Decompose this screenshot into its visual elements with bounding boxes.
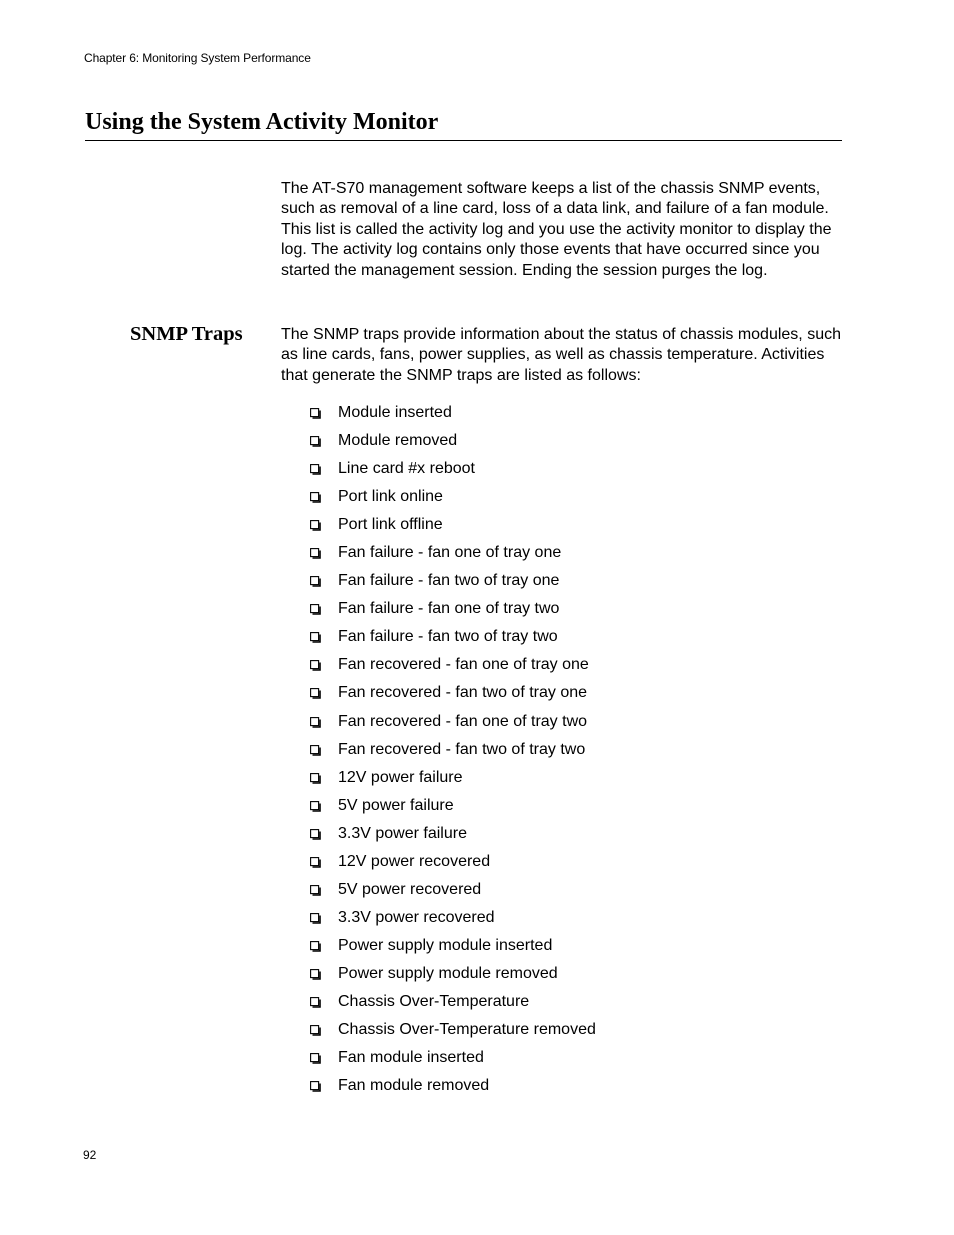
open-square-bullet-icon [310,576,321,587]
list-item-label: 3.3V power recovered [338,908,495,926]
open-square-bullet-icon [310,604,321,615]
list-item-label: Chassis Over-Temperature removed [338,1021,596,1039]
intro-paragraph: The AT-S70 management software keeps a list of the chassis SNMP events, such as removal of a line card, loss of a data link, and failure of a fan module. This list is called the activity log and you use the activity monitor to display the log. The activity log contains only those events that have occurred since you started the management session. Ending the session purges the log. [281,180,832,279]
list-item-label: Module removed [338,432,458,450]
snmp-traps-paragraph: The SNMP traps provide information about the status of chassis modules, such as line cards, fans, power supplies, as well as chassis temperature. Activities that generate the SNMP traps are listed as follows: [281,326,841,384]
list-item [308,399,596,427]
list-item [308,904,596,932]
open-square-bullet-icon [310,969,321,980]
snmp-trap-list [308,399,596,1100]
list-item [308,483,596,511]
list-item [308,960,596,988]
list-item [308,708,596,736]
list-item [308,651,596,679]
list-item [308,820,596,848]
open-square-bullet-icon [310,885,321,896]
list-item [308,848,596,876]
open-square-bullet-icon [310,492,321,503]
open-square-bullet-icon [310,717,321,728]
page-title: Using the System Activity Monitor [85,106,842,141]
list-item [308,595,596,623]
open-square-bullet-icon [310,1053,321,1064]
open-square-bullet-icon [310,1081,321,1092]
list-item [308,876,596,904]
running-header: Chapter 6: Monitoring System Performance [84,51,311,65]
list-item-label: Power supply module removed [338,964,558,982]
open-square-bullet-icon [310,913,321,924]
list-item-label: 3.3V power failure [338,824,467,842]
list-item [308,988,596,1016]
open-square-bullet-icon [310,941,321,952]
list-item [308,511,596,539]
open-square-bullet-icon [310,464,321,475]
open-square-bullet-icon [310,408,321,419]
open-square-bullet-icon [310,688,321,699]
open-square-bullet-icon [310,632,321,643]
open-square-bullet-icon [310,548,321,559]
list-item [308,736,596,764]
list-item-label: Line card #x reboot [338,460,475,478]
list-item-label: 5V power failure [338,796,454,814]
list-item [308,932,596,960]
list-item-label: 12V power failure [338,768,463,786]
list-item-label: Fan failure - fan one of tray two [338,600,560,618]
list-item-label: Chassis Over-Temperature [338,992,530,1010]
open-square-bullet-icon [310,801,321,812]
list-item [308,792,596,820]
list-item-label: Fan failure - fan one of tray one [338,544,562,562]
open-square-bullet-icon [310,1025,321,1036]
open-square-bullet-icon [310,997,321,1008]
list-item-label: Fan failure - fan two of tray one [338,572,560,590]
list-item-label: Fan recovered - fan one of tray one [338,656,589,674]
open-square-bullet-icon [310,436,321,447]
list-item-label: Fan module inserted [338,1049,484,1067]
list-item [308,567,596,595]
list-item-label: Power supply module inserted [338,936,553,954]
list-item-label: Fan recovered - fan two of tray two [338,740,586,758]
list-item-label: Module inserted [338,404,452,421]
list-item-label: Port link online [338,488,443,506]
list-item-label: Fan recovered - fan one of tray two [338,712,588,730]
list-item [308,679,596,707]
list-item-label: Port link offline [338,516,443,534]
list-item-label: Fan recovered - fan two of tray one [338,684,588,702]
open-square-bullet-icon [310,829,321,840]
list-item [308,623,596,651]
list-item [308,427,596,455]
open-square-bullet-icon [310,660,321,671]
section-heading-snmp-traps: SNMP Traps [130,323,243,345]
list-item [308,455,596,483]
page-number: 92 [83,1148,97,1162]
list-item [308,1016,596,1044]
open-square-bullet-icon [310,773,321,784]
open-square-bullet-icon [310,745,321,756]
list-item-label: 5V power recovered [338,880,482,898]
open-square-bullet-icon [310,520,321,531]
list-item [308,764,596,792]
open-square-bullet-icon [310,857,321,868]
list-item [308,1044,596,1072]
list-item-label: Fan module removed [338,1077,490,1095]
list-item-label: Fan failure - fan two of tray two [338,628,558,646]
list-item [308,1072,596,1100]
list-item-label: 12V power recovered [338,852,491,870]
list-item [308,539,596,567]
